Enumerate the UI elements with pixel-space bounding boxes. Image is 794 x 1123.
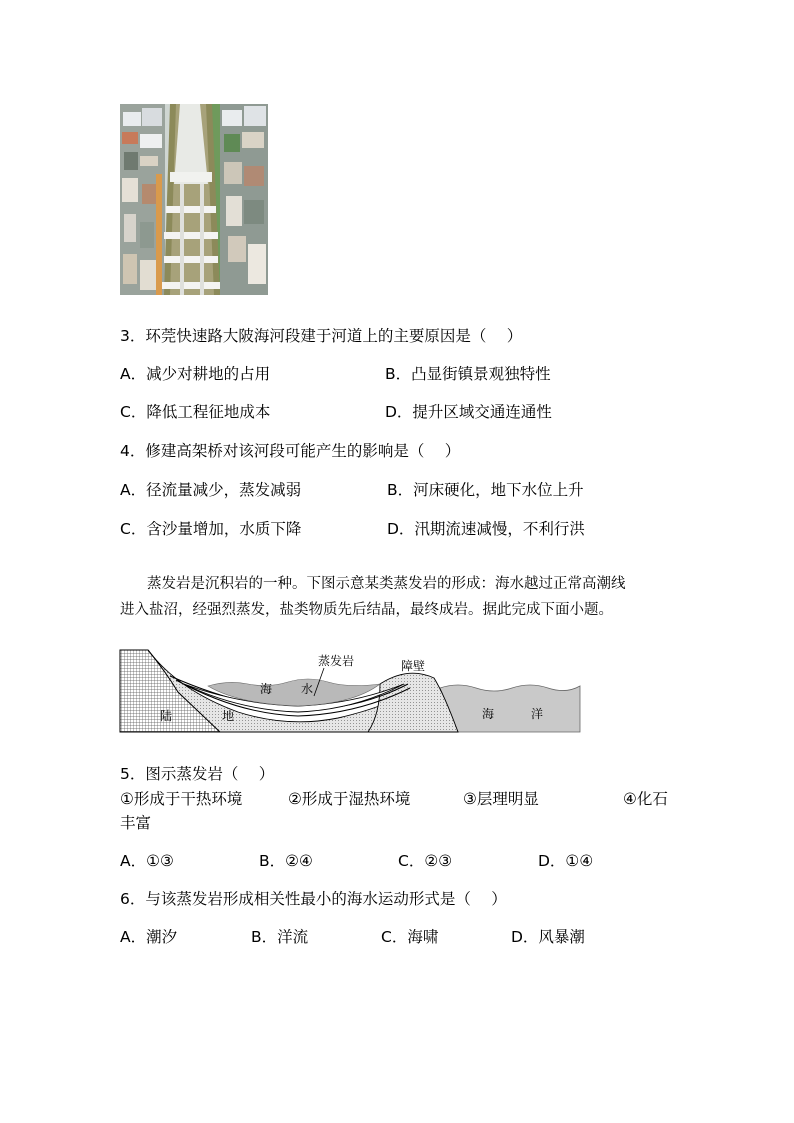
q5-option-c: C．②③ xyxy=(398,852,453,870)
q6-option-b: B．洋流 xyxy=(251,928,309,946)
q3-option-a: A．减少对耕地的占用 xyxy=(120,365,271,383)
q6-option-c: C．海啸 xyxy=(381,928,439,946)
label-barrier: 障壁 xyxy=(401,659,426,673)
evaporite-cross-section-diagram xyxy=(118,644,582,736)
q6-stem: 6．与该蒸发岩形成相关性最小的海水运动形式是（ ） xyxy=(120,890,507,908)
q3-stem: 3．环莞快速路大陂海河段建于河道上的主要原因是（ ） xyxy=(120,327,523,345)
passage-line-2: 进入盐沼，经强烈蒸发，盐类物质先后结晶，最终成岩。据此完成下面小题。 xyxy=(120,602,613,618)
passage-line-1: 蒸发岩是沉积岩的一种。下图示意某类蒸发岩的形成：海水越过正常高潮线 xyxy=(147,576,626,592)
q5-statement-2: ②形成于湿热环境 xyxy=(288,790,411,808)
label-evaporite: 蒸发岩 xyxy=(318,654,355,668)
label-land-1: 陆 xyxy=(160,709,173,723)
q5-option-a: A．①③ xyxy=(120,852,174,870)
q4-option-d: D．汛期流速减慢，不利行洪 xyxy=(387,520,585,538)
q4-option-c: C．含沙量增加，水质下降 xyxy=(120,520,302,538)
label-ocean-1: 海 xyxy=(482,707,495,721)
q4-option-b: B．河床硬化，地下水位上升 xyxy=(387,481,584,499)
label-ocean-2: 洋 xyxy=(531,707,544,721)
elevated-highway-photo xyxy=(120,104,268,295)
q5-option-b: B．②④ xyxy=(259,852,313,870)
q5-statement-4-cont: 丰富 xyxy=(120,814,152,832)
q5-statement-1: ①形成于干热环境 xyxy=(120,790,243,808)
q3-option-d: D．提升区域交通连通性 xyxy=(385,403,552,421)
q5-stem: 5．图示蒸发岩（ ） xyxy=(120,765,275,783)
q5-statement-4: ④化石 xyxy=(623,790,668,808)
q6-option-a: A．潮汐 xyxy=(120,928,178,946)
q6-option-d: D．风暴潮 xyxy=(511,928,585,946)
label-land-2: 地 xyxy=(222,709,235,723)
q5-statement-3: ③层理明显 xyxy=(463,790,539,808)
q3-option-b: B．凸显街镇景观独特性 xyxy=(385,365,551,383)
q3-option-c: C．降低工程征地成本 xyxy=(120,403,271,421)
label-sea: 海 xyxy=(260,682,273,696)
q4-stem: 4．修建高架桥对该河段可能产生的影响是（ ） xyxy=(120,442,461,460)
q4-option-a: A．径流量减少，蒸发减弱 xyxy=(120,481,302,499)
q5-option-d: D．①④ xyxy=(538,852,594,870)
label-water: 水 xyxy=(301,682,314,696)
